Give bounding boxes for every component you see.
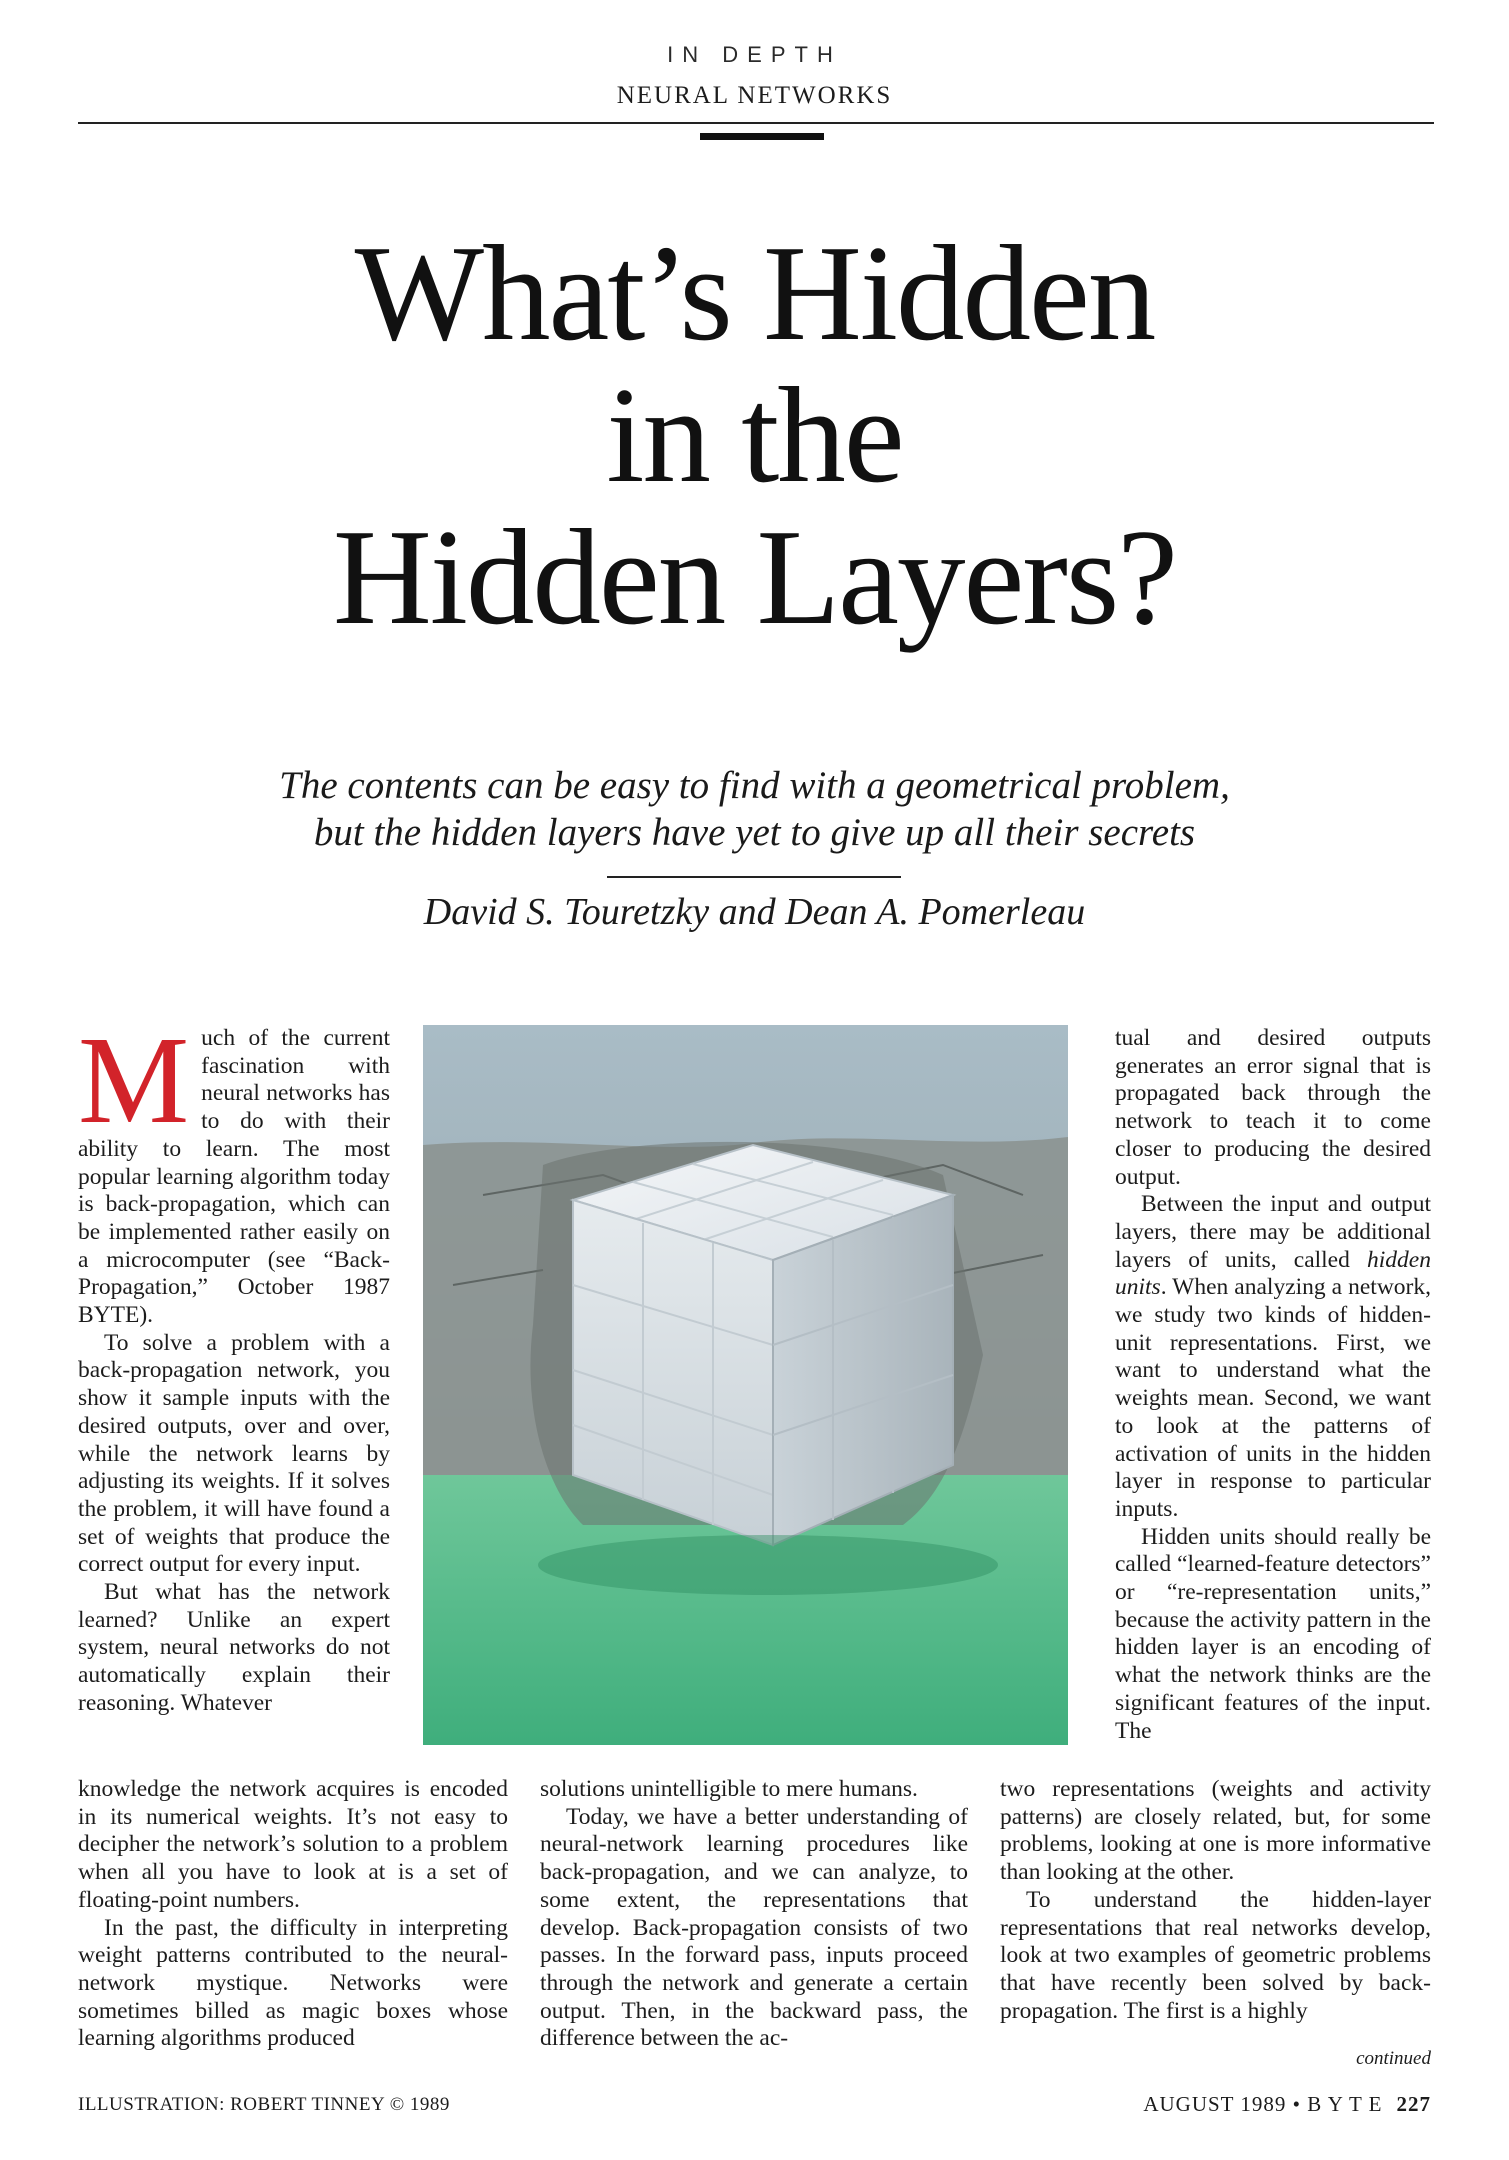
column-1-bottom — [78, 1776, 508, 2053]
column-3-bottom — [1000, 1776, 1431, 2025]
header-accent-rule — [700, 133, 824, 140]
title-line-3: Hidden Layers? — [332, 501, 1177, 653]
paragraph: knowledge the network acquires is encoded in its numerical weights. It’s not easy to decipher the network’s solution to a problem when all you have to look at is a set of floating-point numbers. — [78, 1776, 508, 1913]
page-number: 227 — [1396, 2092, 1431, 2116]
byline: David S. Touretzky and Dean A. Pomerleau — [423, 891, 1086, 933]
title-line-1: What’s Hidden — [354, 217, 1155, 369]
column-1-top — [78, 1012, 390, 1718]
cube-illustration — [423, 1025, 1068, 1745]
page-footer — [1143, 2092, 1431, 2117]
paragraph: two representations (weights and activity patterns) are closely related, but, for some problems, looking at one is more informative than looking at the other. — [1000, 1776, 1431, 1886]
paragraph: To understand the hidden-layer representations that real networks develop, look at two examples of geometric problems that have recently been solved by back-propagation. The first is a highly — [1000, 1886, 1431, 2024]
deck — [0, 762, 1509, 856]
continued-label: continued — [1356, 2048, 1431, 2069]
illustration — [423, 1025, 1068, 1745]
drop-cap: M — [78, 1012, 190, 1150]
title-line-2: in the — [606, 359, 903, 511]
paragraph: But what has the network learned? Unlike an expert system, neural networks do not automatically explain their reasoning. Whatever — [78, 1579, 390, 1716]
section-label: NEURAL NETWORKS — [616, 82, 893, 109]
paragraph: solutions unintelligible to mere humans. — [540, 1776, 918, 1802]
column-2-bottom — [540, 1776, 968, 2053]
kicker: IN DEPTH — [667, 42, 842, 67]
paragraph: In the past, the difficulty in interpreting weight patterns contributed to the neural-network mystique. Networks were sometimes billed as magic boxes whose learning algorithms produced — [78, 1914, 508, 2052]
hidden-units-term: hidden units — [1115, 1246, 1431, 1301]
column-3-top — [1115, 1025, 1431, 1745]
issue-label: AUGUST 1989 • B Y T E — [1143, 2092, 1383, 2116]
paragraph: tual and desired outputs generates an error signal that is propagated back through the network to teach it to come closer to producing the desired output. — [1115, 1025, 1431, 1190]
header-rule — [78, 122, 1434, 124]
paragraph: Between the input and output layers, there may be additional layers of units, called hidden units. When analyzing a network, we study two kinds of hidden-unit representations. First, we want to understand what the weights mean. Second, we want to look at the patterns of activation of units in the hidden layer in response to particular inputs. — [1115, 1191, 1431, 1522]
paragraph: To solve a problem with a back-propagation network, you show it sample inputs with the desired outputs, over and over, while the network learns by adjusting its weights. If it solves the problem, it will have found a set of weights that produce the correct output for every input. — [78, 1329, 390, 1578]
deck-line-2: but the hidden layers have yet to give up all their secrets — [313, 811, 1196, 854]
paragraph: Much of the current fascination with neural networks has to do with their ability to learn. The most popular learning algorithm today is back-propagation, which can be implemented rather easily on a microcomputer (see “Back-Propagation,” October 1987 BYTE). — [78, 1012, 390, 1329]
article-title — [0, 217, 1509, 653]
paragraph: Today, we have a better understanding of neural-network learning procedures like back-propagation, and we can analyze, to some extent, the representations that develop. Back-propagation consists of two passes. In the forward pass, inputs proceed through the network and generate a certain output. Then, in the backward pass, the difference between the ac- — [540, 1803, 968, 2052]
paragraph: Hidden units should really be called “learned-feature detectors” or “re-representation units,” because the activity pattern in the hidden layer is an encoding of what the network thinks are the significant features of the input. The — [1115, 1523, 1431, 1744]
illustration-credit: ILLUSTRATION: ROBERT TINNEY © 1989 — [78, 2094, 450, 2115]
deck-line-1: The contents can be easy to find with a geometrical problem, — [279, 764, 1230, 807]
deck-rule — [607, 876, 901, 878]
